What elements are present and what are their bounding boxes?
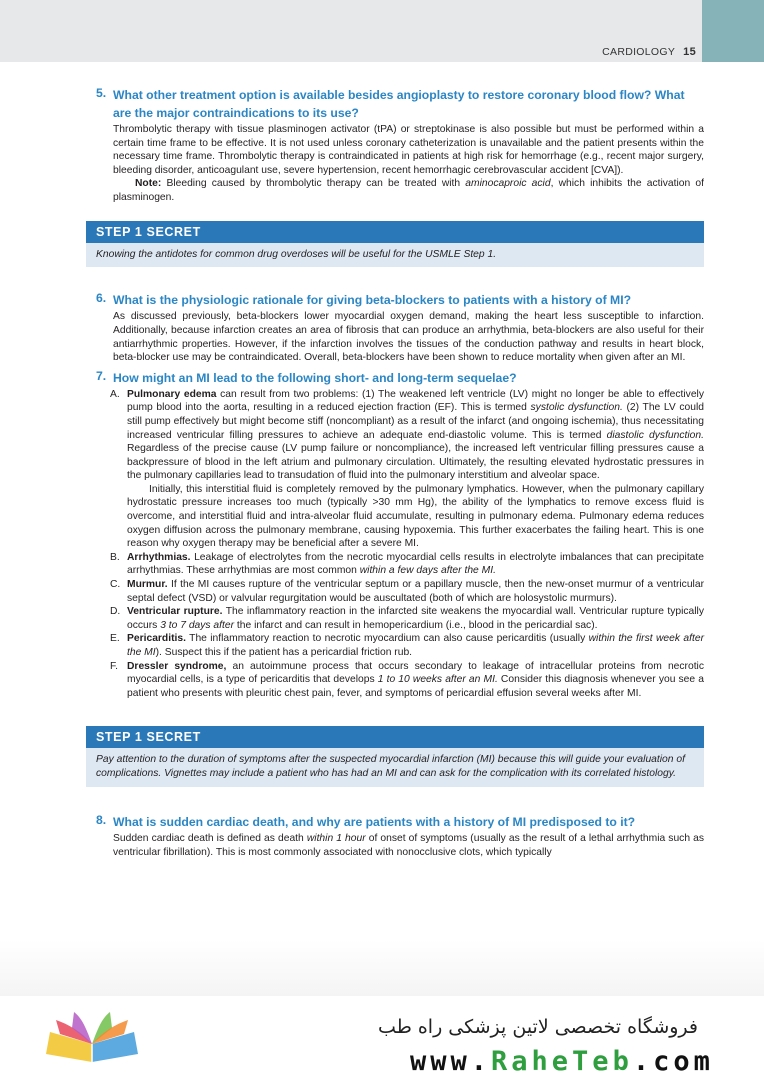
question-text: What is the physiologic rationale for giving beta-blockers to patients with a history of MI? bbox=[113, 293, 632, 308]
sequela-c bbox=[110, 578, 704, 605]
question-number: 8. bbox=[96, 812, 107, 827]
item-italic: 3 to 7 days after bbox=[160, 619, 235, 631]
item-italic: within the first week after the MI bbox=[127, 633, 705, 659]
item-letter: C. bbox=[110, 579, 121, 591]
note-text-end: , which inhibits the activation of plasminogen. bbox=[113, 178, 704, 203]
item-letter: E. bbox=[110, 633, 120, 645]
page-number: 15 bbox=[683, 46, 696, 58]
url-brand: RaheTeb bbox=[491, 1046, 633, 1077]
note-drug: aminocaproic acid bbox=[465, 178, 551, 190]
question-text: How might an MI lead to the following short- and long-term sequelae? bbox=[113, 370, 517, 385]
item-text: can result from two problems: (1) The weakened left ventricle (LV) might no longer be able to effectively pump blood into the aorta, resulting in a reduced ejection fraction (EF). This is termed bbox=[127, 388, 704, 414]
item-term: Murmur. bbox=[127, 579, 168, 591]
item-text: the infarct and can result in hemopericardium (i.e., blood in the pericardial sac). bbox=[234, 619, 598, 631]
question-text: What other treatment option is available besides angioplasty to restore coronary blood flow? What are the major contraindications to its use? bbox=[113, 88, 685, 120]
open-book-logo-icon bbox=[42, 1010, 142, 1068]
url-prefix: www. bbox=[410, 1046, 492, 1077]
section-title: CARDIOLOGY bbox=[602, 46, 676, 58]
question-number: 6. bbox=[96, 291, 107, 306]
answer-5 bbox=[96, 123, 704, 205]
secret-text: Knowing the antidotes for common drug overdoses will be useful for the USMLE Step 1. bbox=[86, 243, 704, 268]
item-text: The inflammatory reaction in the infarcted site weakens the myocardial wall. Ventricular rupture typically occurs bbox=[127, 606, 704, 631]
url-suffix: .com bbox=[632, 1046, 714, 1077]
item-text: ). Suspect this if the patient has a pericardial friction rub. bbox=[155, 647, 413, 659]
item-text: Regardless of the precise cause (LV pump failure or noncompliance), the increased left ventricular filling pressures cause a backpressure of blood in the left atrium and pulmonary circulation. Ultimately, the resulting elevated hydrostatic pressures in the pulmonary capillaries lead to transudation of fluid into the pulmonary interstitium and alveolar space. bbox=[127, 443, 704, 482]
sequela-b bbox=[110, 551, 704, 578]
shop-name: فروشگاه تخصصی لاتین پزشکی راه طب bbox=[378, 1016, 698, 1038]
question-number: 7. bbox=[96, 368, 107, 383]
answer-6 bbox=[96, 310, 704, 364]
sequela-a bbox=[110, 388, 704, 551]
item-text: an autoimmune process that occurs secondary to leakage of intracellular proteins from necrotic myocardial cells, is a type of pericarditis that develops bbox=[127, 660, 704, 686]
answer-8 bbox=[96, 832, 704, 859]
item-italic: diastolic dysfunction. bbox=[606, 429, 704, 441]
secret-title: STEP 1 SECRET bbox=[86, 221, 704, 243]
note-text: Bleeding caused by thrombolytic therapy can be treated with bbox=[161, 178, 466, 190]
item-italic: systolic dysfunction. bbox=[530, 402, 623, 414]
item-term: Pericarditis. bbox=[127, 633, 186, 645]
question-5 bbox=[96, 86, 704, 122]
question-6 bbox=[96, 291, 704, 309]
sequela-d bbox=[110, 605, 704, 632]
item-letter: D. bbox=[110, 606, 121, 618]
question-7 bbox=[96, 369, 704, 387]
answer-text bbox=[113, 832, 704, 859]
item-text: The inflammatory reaction to necrotic myocardium can also cause pericarditis (usually bbox=[185, 633, 589, 645]
sequela-e bbox=[110, 632, 704, 659]
item-text: (2) The LV could still pump effectively but might become stiff (noncompliant) as a result of the infarct (and ongoing ischemia), thus necessitating increased ventricular filling pressures to achieve an adequate end-diastolic volume. This is termed bbox=[127, 402, 704, 441]
question-text: What is sudden cardiac death, and why are patients with a history of MI predisposed to it? bbox=[113, 814, 636, 829]
answer-part: of onset of symptoms (usually as the result of a lethal arrhythmia such as ventricular fibrillation). This is most commonly associated with nonocclusive clots, which typically bbox=[113, 832, 704, 858]
note bbox=[113, 177, 704, 204]
item-paragraph: Initially, this interstitial fluid is completely removed by the pulmonary lymphatics. However, when the pulmonary capillary hydrostatic pressure increases too much (typically >30 mm Hg), the ability of the lymphatics to remove excess fluid is overcome, and interstitial fluid and intra-alveolar fluid accumulate, resulting in pulmonary edema. Pulmonary edema reduces oxygen diffusion across the pulmonary membrane, causing hypoxemia. This further exacerbates the failing heart. This is one reason why oxygen therapy may be beneficial after a severe MI. bbox=[127, 483, 704, 550]
item-italic: 1 to 10 weeks after an MI. bbox=[377, 674, 498, 686]
sequela-f bbox=[110, 660, 704, 701]
step1-secret-box bbox=[86, 726, 704, 787]
running-header bbox=[602, 46, 696, 58]
item-italic: within a few days after the MI. bbox=[359, 565, 496, 577]
item-text: Consider this diagnosis whenever you see a patient who presents with pleuritic chest pain, fever, and symptoms of pericardial effusion several weeks after MI. bbox=[127, 674, 704, 699]
step1-secret-box bbox=[86, 221, 704, 268]
item-text: Leakage of electrolytes from the necrotic myocardial cells results in electrolyte imbalances that can precipitate arrhythmias. These arrhythmias are most common bbox=[127, 551, 704, 577]
shop-url bbox=[410, 1046, 714, 1077]
item-text: If the MI causes rupture of the ventricular septum or a papillary muscle, then the new-onset murmur of a ventricular septal defect (VSD) or valvular regurgitation would be auscultated (both of which are holosystolic murmurs). bbox=[127, 579, 704, 604]
item-letter: A. bbox=[110, 388, 120, 400]
answer-part: Sudden cardiac death is defined as death bbox=[113, 832, 307, 844]
item-term: Pulmonary edema bbox=[127, 388, 217, 400]
item-term: Dressler syndrome, bbox=[127, 660, 227, 672]
page-content bbox=[96, 86, 704, 859]
secret-text: Pay attention to the duration of symptoms after the suspected myocardial infarction (MI) because this will guide your evaluation of complications. Vignettes may include a patient who has had an MI and can ask for the complication with its correlated histology. bbox=[86, 748, 704, 787]
item-letter: B. bbox=[110, 551, 120, 563]
question-number: 5. bbox=[96, 86, 107, 100]
item-letter: F. bbox=[110, 660, 119, 672]
note-label: Note: bbox=[135, 178, 162, 190]
item-term: Arrhythmias. bbox=[127, 551, 191, 563]
corner-tab bbox=[702, 0, 764, 62]
question-8 bbox=[96, 813, 704, 831]
item-term: Ventricular rupture. bbox=[127, 606, 223, 618]
answer-italic: within 1 hour bbox=[306, 832, 366, 844]
answer-text: As discussed previously, beta-blockers lower myocardial oxygen demand, making the heart less susceptible to infarction. Additionally, because infarction creates an area of fibrosis that can produce an arrhythmia, beta-blockers are also useful for their antiarrhythmic properties. However, if the infarction involves the tissues of the conduction pathway and results in heart block, beta-blocker use may be contraindicated. Overall, beta-blockers have been shown to reduce mortality when given after an MI. bbox=[113, 311, 704, 364]
answer-text: Thrombolytic therapy with tissue plasminogen activator (tPA) or streptokinase is also possible but must be performed within a certain time frame to be effective. It is not used unless coronary catheterization is unavailable and the patient presents within the necessary time frame. Thrombolytic therapy is contraindicated in patients at high risk for hemorrhage (e.g., recent major surgery, bleeding disorder, anticoagulant use, severe hypertension, recent hemorrhagic cerebrovascular accident [CVA]). bbox=[113, 124, 704, 176]
secret-title: STEP 1 SECRET bbox=[86, 726, 704, 748]
